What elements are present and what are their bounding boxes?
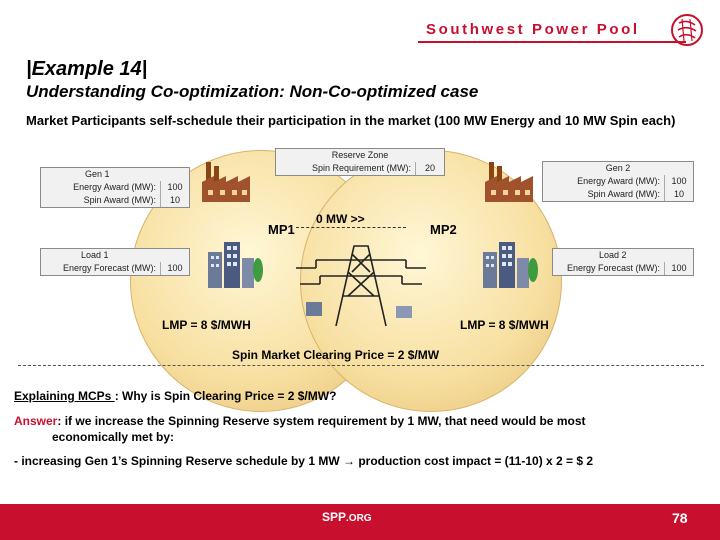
mp1-lmp: LMP = 8 $/MWH	[162, 318, 251, 332]
mp2-label: MP2	[430, 222, 457, 237]
gen2-energy-label: Energy Award (MW):	[577, 176, 660, 186]
load2-title: Load 2	[599, 250, 627, 260]
footer-site	[322, 510, 372, 524]
load1-forecast-value: 100	[160, 262, 189, 275]
answer-text: : if we increase the Spinning Reserve system requirement by 1 MW, that need would be most	[57, 414, 586, 428]
gen2-title: Gen 2	[605, 163, 631, 173]
question	[14, 389, 336, 403]
spin-requirement-label: Spin Requirement (MW):	[311, 163, 411, 173]
load2-forecast-value: 100	[664, 262, 693, 275]
mp1-label: MP1	[268, 222, 295, 237]
gen1-energy-value: 100	[160, 181, 189, 194]
load1-forecast-label: Energy Forecast (MW):	[62, 263, 156, 273]
footer-site-main: SPP	[322, 510, 347, 524]
load1-title: Load 1	[81, 250, 109, 260]
intro-text: Market Participants self-schedule their participation in the market (100 MW Energy and 10 MW Spin each)	[26, 113, 676, 128]
load1-table	[40, 248, 190, 276]
transmission-tower-icon	[296, 236, 426, 328]
mp2-lmp: LMP = 8 $/MWH	[460, 318, 549, 332]
spin-requirement-value: 20	[415, 162, 444, 175]
gen2-spin-value: 10	[664, 188, 693, 201]
gen1-title: Gen 1	[85, 169, 110, 179]
brand-underline	[418, 41, 686, 43]
gen1-energy-label: Energy Award (MW):	[73, 182, 156, 192]
spp-logo-icon	[670, 13, 704, 47]
answer-continuation: economically met by:	[52, 430, 175, 444]
footer-site-suffix: .ORG	[346, 513, 372, 524]
flow-label: 0 MW >>	[316, 212, 365, 226]
gen2-spin-label: Spin Award (MW):	[587, 189, 660, 199]
example-number: |Example 14|	[26, 58, 148, 80]
reserve-zone-title: Reserve Zone	[331, 150, 389, 160]
building-icon	[481, 240, 539, 288]
gen2-table	[542, 161, 694, 202]
brand-name: Southwest Power Pool	[426, 21, 640, 38]
load2-table	[552, 248, 694, 276]
gen2-energy-value: 100	[664, 175, 693, 188]
flow-line	[296, 227, 406, 228]
section-divider	[18, 365, 704, 366]
building-icon	[206, 240, 264, 288]
spin-clearing-price: Spin Market Clearing Price = 2 $/MW	[232, 348, 440, 362]
factory-icon	[200, 158, 254, 202]
answer	[14, 413, 704, 445]
factory-icon	[483, 158, 537, 202]
page-number: 78	[672, 510, 688, 526]
reserve-zone-table	[275, 148, 445, 176]
answer-bullet: - increasing Gen 1’s Spinning Reserve schedule by 1 MW → production cost impact = (11-10) x 2 = $ 2	[14, 454, 594, 468]
question-label: Explaining MCPs	[14, 389, 115, 403]
answer-label: Answer	[14, 414, 58, 428]
gen1-table	[40, 167, 190, 208]
slide-title: Understanding Co-optimization: Non-Co-optimized case	[26, 82, 479, 101]
gen1-spin-value: 10	[160, 194, 189, 207]
gen1-spin-label: Spin Award (MW):	[83, 195, 156, 205]
question-text: : Why is Spin Clearing Price = 2 $/MW?	[114, 389, 337, 403]
load2-forecast-label: Energy Forecast (MW):	[566, 263, 660, 273]
